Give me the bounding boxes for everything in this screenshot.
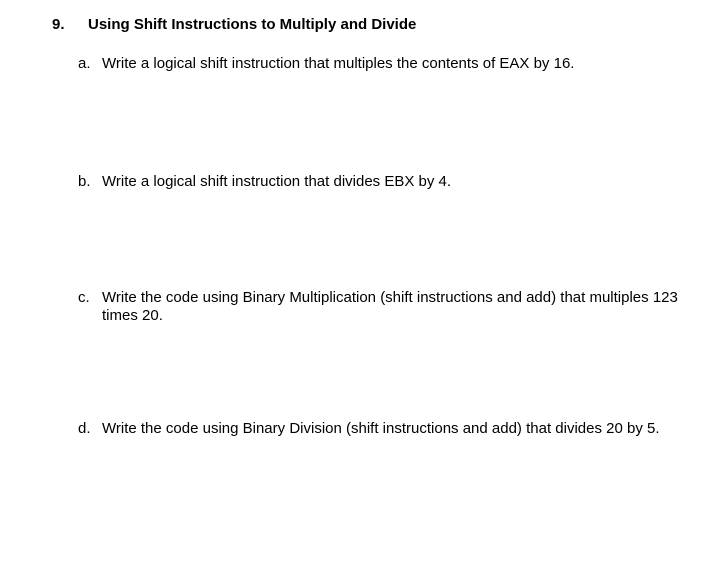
part-b-text: Write a logical shift instruction that divides EBX by 4. <box>102 173 452 190</box>
part-c-text: Write the code using Binary Multiplication (shift instructions and add) that multiples 123 times 20. <box>102 289 678 324</box>
part-a-letter: a. <box>78 55 91 72</box>
part-a <box>78 55 688 73</box>
part-d-text: Write the code using Binary Division (shift instructions and add) that divides 20 by 5. <box>102 420 660 437</box>
part-d-letter: d. <box>78 420 91 437</box>
part-c-letter: c. <box>78 289 90 306</box>
question-header <box>52 16 416 33</box>
part-b-letter: b. <box>78 173 91 190</box>
question-title: Using Shift Instructions to Multiply and Divide <box>88 16 417 33</box>
part-b <box>78 173 688 191</box>
part-c <box>78 289 688 325</box>
part-d <box>78 420 688 438</box>
part-a-text: Write a logical shift instruction that multiples the contents of EAX by 16. <box>102 55 575 72</box>
question-number: 9. <box>52 16 65 33</box>
